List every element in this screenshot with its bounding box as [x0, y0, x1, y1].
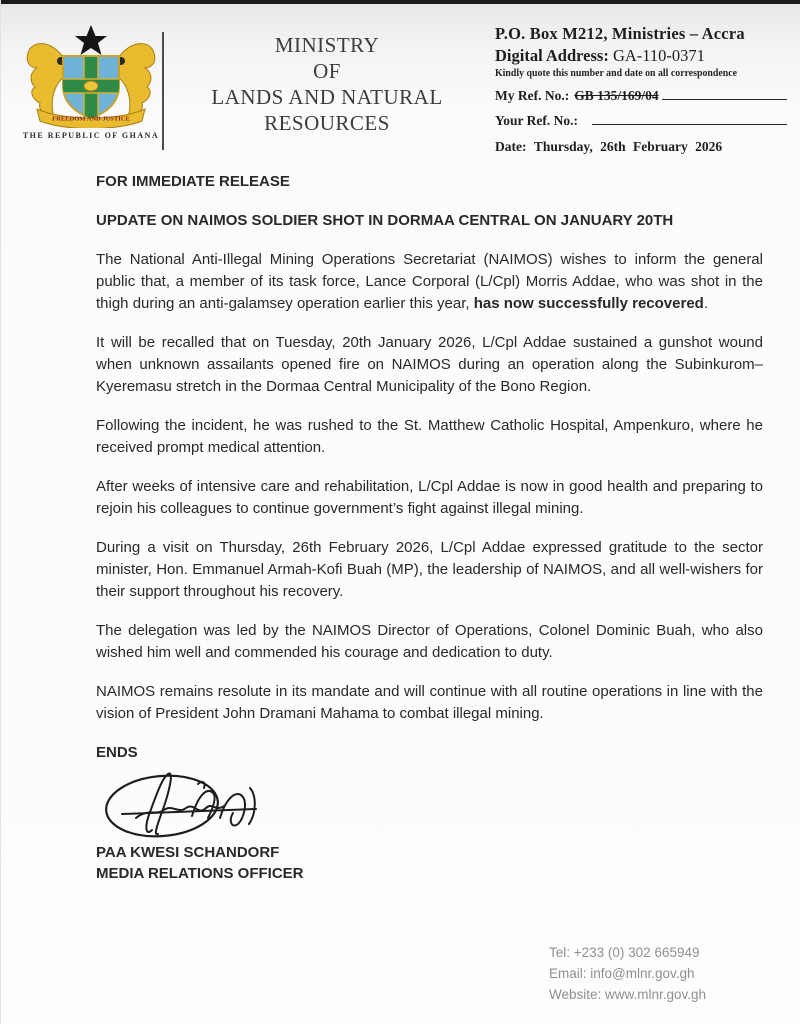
date-value: Thursday, 26th February 2026	[533, 139, 723, 154]
my-ref-label: My Ref. No.:	[495, 88, 570, 103]
digital-address-line	[495, 46, 787, 66]
paragraph-1-text: The National Anti-Illegal Mining Operations Secretariat (NAIMOS) wishes to inform the general public that, a member of its task force, Lance Corporal (L/Cpl) Morris Addae, who was shot in the thigh during an anti-galamsey operation earlier this year,	[96, 251, 763, 312]
ribbon-motto: FREEDOM AND JUSTICE	[52, 115, 130, 123]
address-block	[495, 24, 787, 155]
your-ref-row	[495, 113, 787, 129]
ministry-title-line: RESOURCES	[264, 111, 390, 135]
release-line: FOR IMMEDIATE RELEASE	[96, 173, 290, 190]
digital-address-label: Digital Address:	[495, 46, 609, 65]
footer-contacts	[549, 942, 706, 1005]
page-top-edge	[1, 0, 800, 4]
paragraph-5: During a visit on Thursday, 26th February 2026, L/Cpl Addae expressed gratitude to the sector minister, Hon. Emmanuel Armah-Kofi Buah (MP), the leadership of NAIMOS, and all well-wishers for their support throughout his recovery.	[96, 539, 763, 600]
headline: UPDATE ON NAIMOS SOLDIER SHOT IN DORMAA CENTRAL ON JANUARY 20TH	[96, 212, 674, 229]
coat-of-arms-icon	[23, 24, 159, 128]
signatory-title: MEDIA RELATIONS OFFICER	[96, 865, 304, 882]
ministry-title	[173, 32, 481, 136]
your-ref-line	[592, 124, 787, 125]
your-ref-label: Your Ref. No.:	[495, 113, 578, 128]
paragraph-6: The delegation was led by the NAIMOS Director of Operations, Colonel Dominic Buah, who also wished him well and commended his courage and dedication to duty.	[96, 622, 763, 661]
footer-website: Website: www.mlnr.gov.gh	[549, 987, 707, 1002]
paragraph-3: Following the incident, he was rushed to the St. Matthew Catholic Hospital, Ampenkuro, where he received prompt medical attention.	[96, 417, 763, 456]
footer-tel: Tel: +233 (0) 302 665949	[549, 945, 700, 960]
paragraph-1	[96, 249, 763, 315]
ends-marker: ENDS	[96, 744, 138, 761]
my-ref-line	[662, 99, 787, 100]
ghana-coat-of-arms	[21, 24, 161, 140]
signature-icon	[100, 766, 275, 840]
my-ref-row	[495, 88, 787, 104]
paragraph-1-bold-text: has now successfully recovered	[473, 295, 704, 312]
letter-body	[96, 171, 763, 884]
po-box-line: P.O. Box M212, Ministries – Accra	[495, 24, 745, 43]
header-divider	[162, 32, 164, 150]
ministry-title-line: OF	[313, 59, 341, 83]
ministry-title-line: MINISTRY	[274, 33, 380, 57]
paragraph-7: NAIMOS remains resolute in its mandate and will continue with all routine operations in line with the vision of President John Dramani Mahama to combat illegal mining.	[96, 683, 763, 722]
paragraph-2: It will be recalled that on Tuesday, 20th January 2026, L/Cpl Addae sustained a gunshot wound when unknown assailants opened fire on NAIMOS during an operation along the Subinkurom–Kyeremasu stretch in the Dormaa Central Municipality of the Bono Region.	[96, 334, 763, 395]
republic-of-ghana-label: THE REPUBLIC OF GHANA	[22, 131, 160, 140]
signature	[96, 766, 763, 840]
signatory-block	[96, 842, 763, 884]
digital-address-value: GA-110-0371	[612, 46, 705, 65]
black-star-icon	[75, 25, 107, 55]
correspondence-note: Kindly quote this number and date on all correspondence	[495, 68, 738, 79]
date-label: Date:	[495, 139, 527, 154]
date-row	[495, 139, 787, 155]
my-ref-value: GB 135/169/04	[574, 88, 659, 103]
ministry-title-line: LANDS AND NATURAL	[211, 85, 443, 109]
footer-email: Email: info@mlnr.gov.gh	[549, 966, 695, 981]
paragraph-1-period: .	[703, 295, 708, 312]
signatory-name: PAA KWESI SCHANDORF	[96, 844, 280, 861]
paragraph-4: After weeks of intensive care and rehabilitation, L/Cpl Addae is now in good health and preparing to rejoin his colleagues to continue government’s fight against illegal mining.	[96, 478, 763, 517]
